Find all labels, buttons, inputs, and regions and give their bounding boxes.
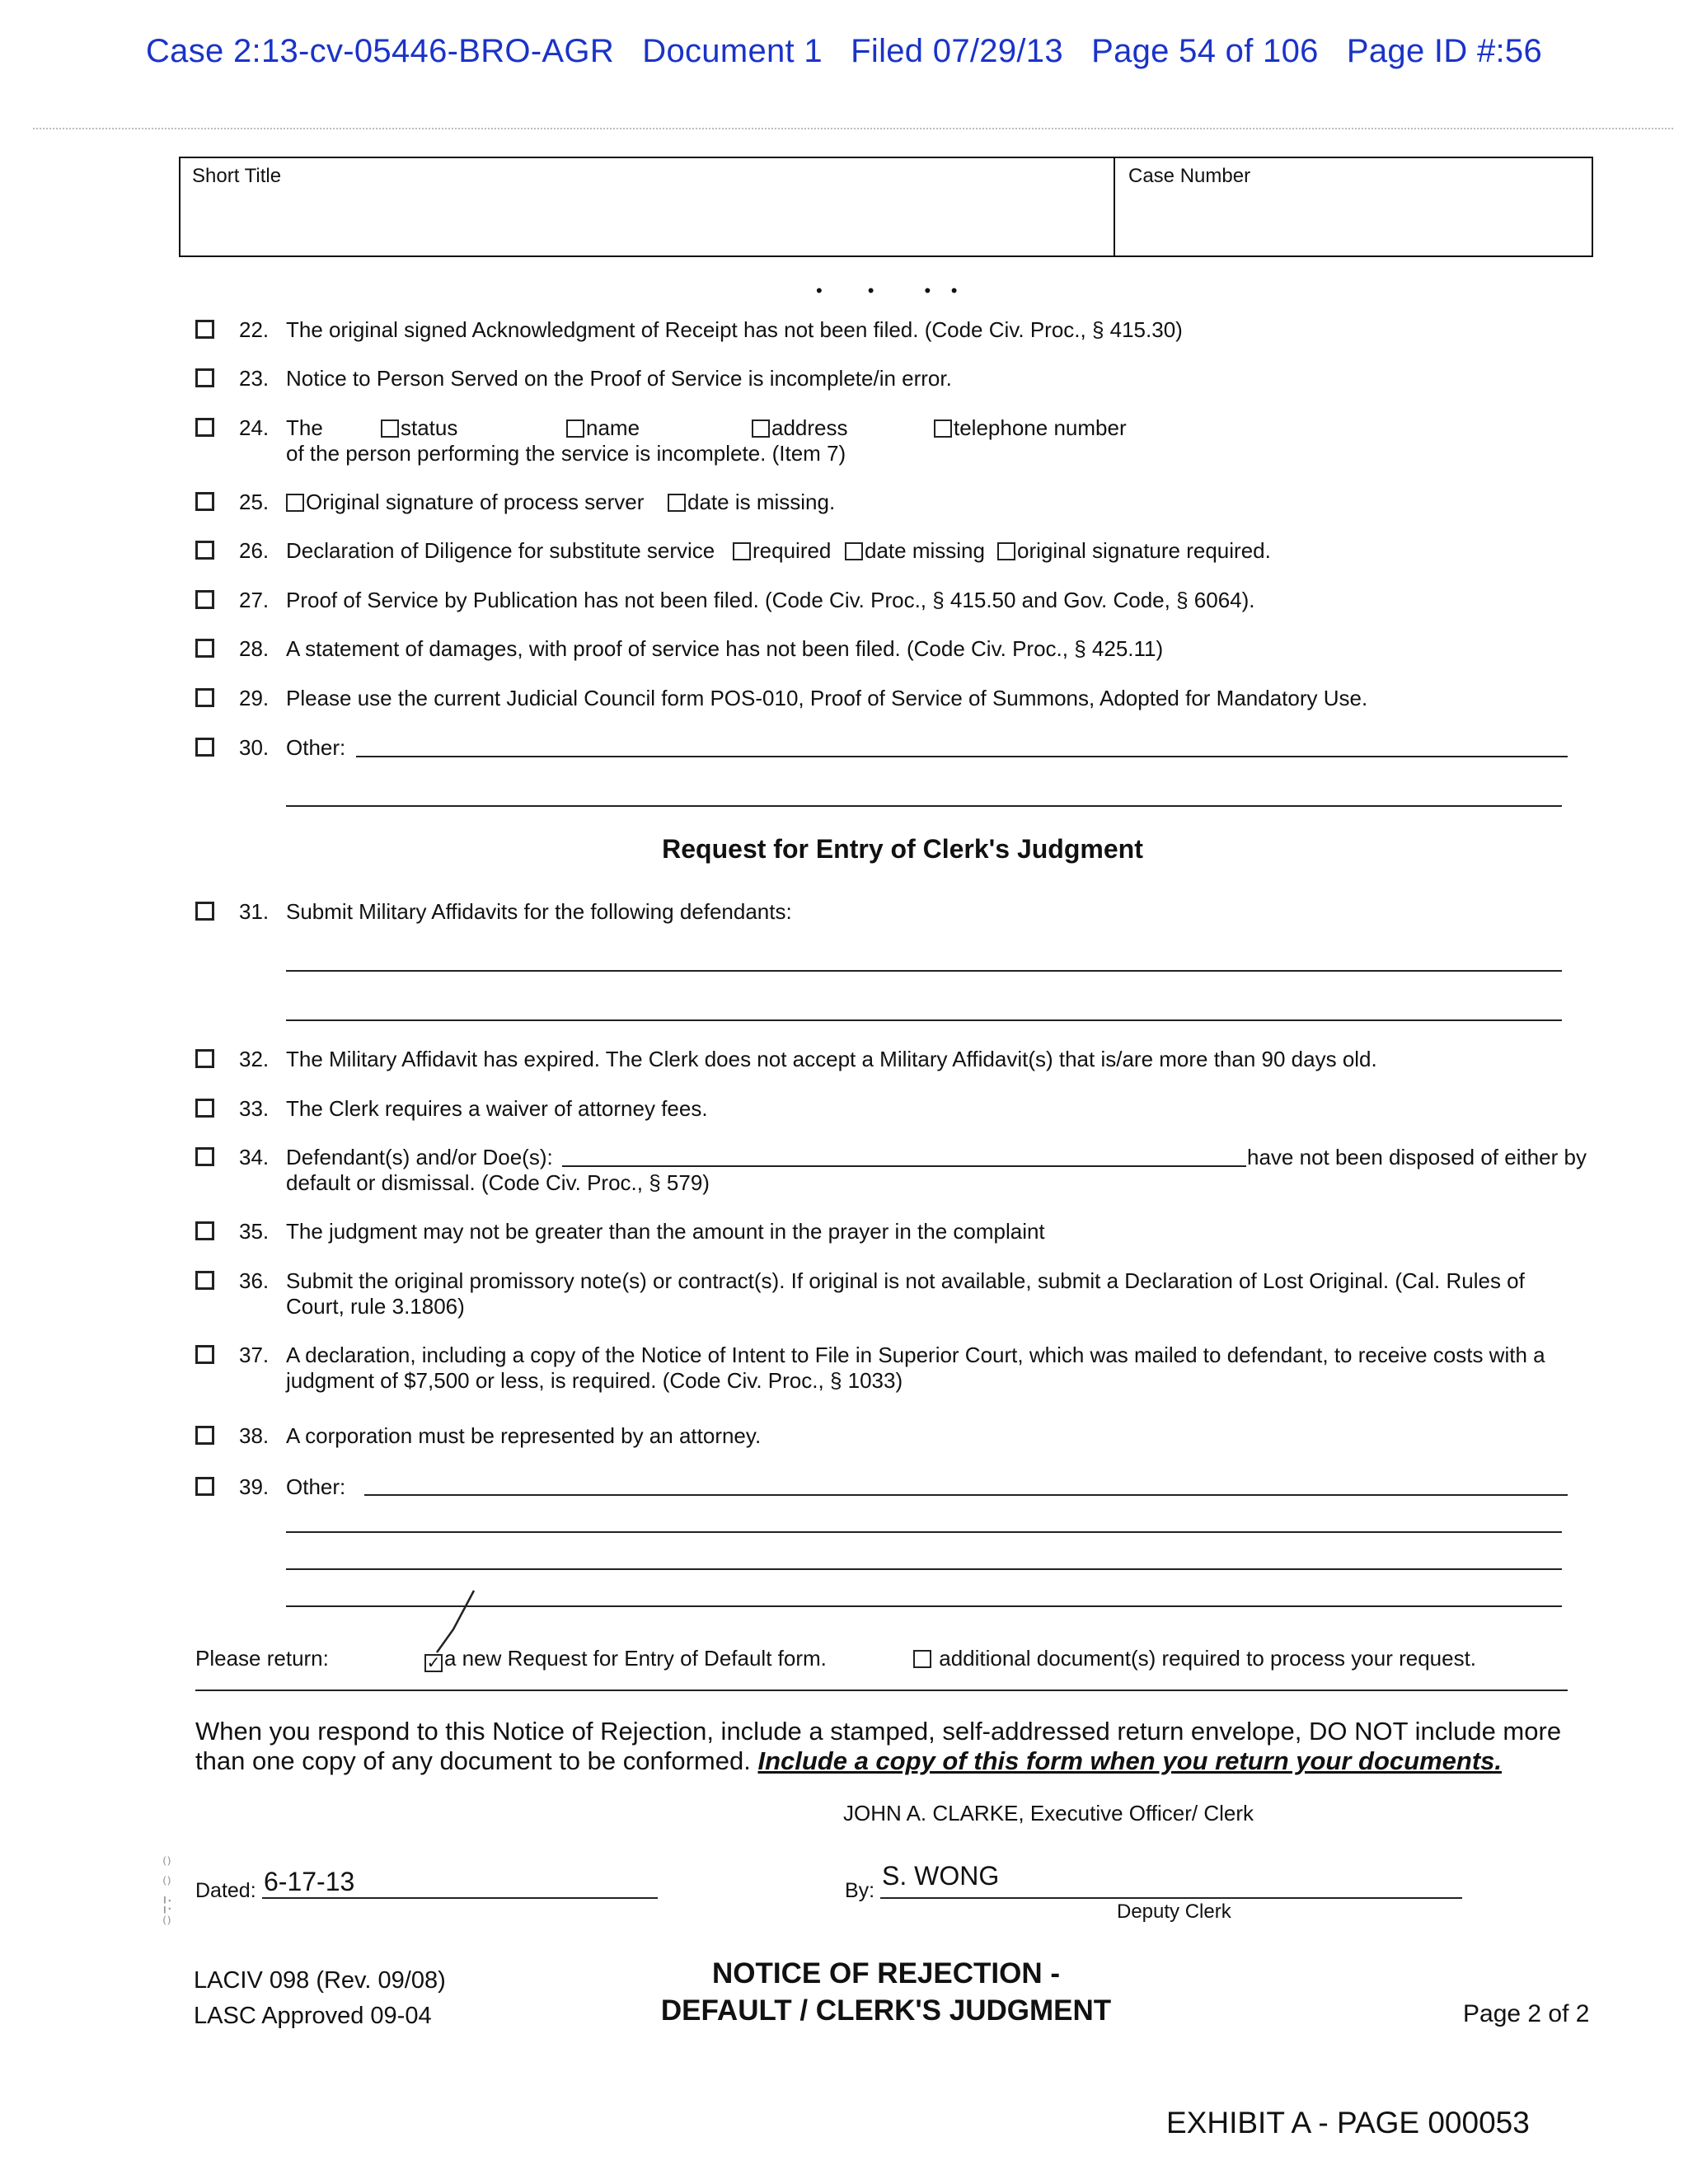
item-24-option-address[interactable]: address <box>752 415 848 441</box>
item-25-option-date[interactable]: date is missing. <box>668 490 835 515</box>
item-34-text-end: have not been disposed of either by <box>1247 1145 1587 1169</box>
checkbox-status[interactable] <box>381 419 399 438</box>
item-number: 24. <box>239 415 270 440</box>
item-number: 34. <box>239 1145 270 1169</box>
header-divider <box>33 128 1673 129</box>
item-23-text: Notice to Person Served on the Proof of Service is incomplete/in error. <box>286 366 952 391</box>
checkbox-additional-docs[interactable] <box>913 1650 931 1668</box>
item-number: 39. <box>239 1474 270 1499</box>
please-return-option-additional-docs[interactable]: additional document(s) required to process your request. <box>913 1646 1476 1671</box>
case-number-label: Case Number <box>1128 165 1251 187</box>
item-24-option-telephone[interactable]: telephone number <box>934 415 1127 441</box>
checkbox-item-31[interactable] <box>195 902 214 921</box>
item-22-text: The original signed Acknowledgment of Receipt has not been filed. (Code Civ. Proc., § 415.30) <box>286 317 1183 342</box>
item-33-text: The Clerk requires a waiver of attorney fees. <box>286 1096 708 1121</box>
title-box-divider <box>1114 158 1115 255</box>
item-24-text-cont: of the person performing the service is incomplete. (Item 7) <box>286 441 846 466</box>
item-number: 30. <box>239 735 270 760</box>
dated-value[interactable]: 6-17-13 <box>264 1867 355 1896</box>
item-number: 37. <box>239 1343 270 1367</box>
dated-label: Dated: <box>195 1879 256 1902</box>
checkbox-item-26[interactable] <box>195 541 214 560</box>
checkbox-item-28[interactable] <box>195 639 214 658</box>
exhibit-stamp: EXHIBIT A - PAGE 000053 <box>1166 2106 1530 2139</box>
checkbox-item-34[interactable] <box>195 1147 214 1166</box>
by-line <box>880 1897 1462 1899</box>
checkbox-item-37[interactable] <box>195 1345 214 1364</box>
notice-text: When you respond to this Notice of Rejection, include a stamped, self-addressed return envelope, DO NOT include more than one copy of any document to be conformed. <box>195 1717 1562 1775</box>
item-36-text-cont: Court, rule 3.1806) <box>286 1294 465 1319</box>
form-id: LACIV 098 (Rev. 09/08) <box>194 1967 446 1994</box>
deputy-clerk-label: Deputy Clerk <box>1117 1900 1231 1923</box>
by-label: By: <box>845 1879 875 1902</box>
item-26-option-required[interactable]: required <box>733 538 831 564</box>
checkbox-item-29[interactable] <box>195 688 214 707</box>
item-35-text: The judgment may not be greater than the amount in the prayer in the complaint <box>286 1219 1045 1244</box>
short-title-label: Short Title <box>192 165 282 187</box>
item-26-option-original-signature[interactable]: original signature required. <box>997 538 1271 564</box>
item-30-other-line-2[interactable] <box>286 805 1562 807</box>
item-32-text: The Military Affidavit has expired. The Clerk does not accept a Military Affidavit(s) that is/are more than 90 days old. <box>286 1047 1377 1071</box>
item-37-text-cont: judgment of $7,500 or less, is required. (Code Civ. Proc., § 1033) <box>286 1368 903 1393</box>
item-34-text: Defendant(s) and/or Doe(s): <box>286 1145 553 1169</box>
item-number: 32. <box>239 1047 270 1071</box>
checkbox-item-30[interactable] <box>195 738 214 757</box>
dated-line <box>262 1897 658 1899</box>
notice-emphasis: Include a copy of this form when you return your documents. <box>757 1746 1502 1775</box>
item-39-other-line-1[interactable] <box>364 1494 1568 1496</box>
checkbox-required[interactable] <box>733 542 751 560</box>
item-39-other-line-3[interactable] <box>286 1568 1562 1570</box>
checkbox-item-22[interactable] <box>195 320 214 339</box>
item-27-text: Proof of Service by Publication has not been filed. (Code Civ. Proc., § 415.50 and Gov. Code, § 6064). <box>286 588 1255 612</box>
item-28-text: A statement of damages, with proof of service has not been filed. (Code Civ. Proc., § 425.11) <box>286 636 1164 661</box>
item-36-text: Submit the original promissory note(s) or contract(s). If original is not available, submit a Declaration of Lost Original. (Cal. Rules of <box>286 1268 1525 1293</box>
item-number: 25. <box>239 490 270 514</box>
scan-dots: • • • • <box>816 280 958 301</box>
handwritten-check-mark-icon <box>429 1586 478 1661</box>
checkbox-name[interactable] <box>566 419 584 438</box>
checkbox-item-33[interactable] <box>195 1099 214 1118</box>
notice-paragraph <box>195 1717 1588 1776</box>
checkbox-item-36[interactable] <box>195 1271 214 1290</box>
item-24-option-status[interactable]: status <box>381 415 457 441</box>
checkbox-original-signature-required[interactable] <box>997 542 1015 560</box>
item-29-text: Please use the current Judicial Council form POS-010, Proof of Service of Summons, Adopted for Mandatory Use. <box>286 686 1368 710</box>
item-number: 28. <box>239 636 270 661</box>
case-header-stamp: Case 2:13-cv-05446-BRO-AGR Document 1 Filed 07/29/13 Page 54 of 106 Page ID #:56 <box>146 33 1542 69</box>
title-box <box>179 157 1593 257</box>
item-31-defendants-line-2[interactable] <box>286 1019 1562 1021</box>
item-number: 33. <box>239 1096 270 1121</box>
checkbox-item-35[interactable] <box>195 1221 214 1240</box>
checkbox-date[interactable] <box>668 494 686 512</box>
checkbox-original-signature[interactable] <box>286 494 304 512</box>
item-30-text: Other: <box>286 735 346 760</box>
item-number: 23. <box>239 366 270 391</box>
item-24-option-name[interactable]: name <box>566 415 640 441</box>
footer-title-line-1: NOTICE OF REJECTION - <box>712 1957 1060 1990</box>
executive-officer: JOHN A. CLARKE, Executive Officer/ Clerk <box>843 1801 1254 1825</box>
item-30-other-line[interactable] <box>356 756 1568 757</box>
item-number: 22. <box>239 317 270 342</box>
checkbox-item-24[interactable] <box>195 418 214 437</box>
by-value[interactable]: S. WONG <box>882 1861 1000 1891</box>
item-31-text: Submit Military Affidavits for the following defendants: <box>286 899 792 924</box>
form-approved: LASC Approved 09-04 <box>194 2003 432 2029</box>
item-34-text-cont: default or dismissal. (Code Civ. Proc., § 579) <box>286 1170 710 1195</box>
item-number: 26. <box>239 538 270 563</box>
checkbox-date-missing[interactable] <box>845 542 863 560</box>
checkbox-item-38[interactable] <box>195 1426 214 1445</box>
checkbox-item-32[interactable] <box>195 1049 214 1068</box>
footer-title-line-2: DEFAULT / CLERK'S JUDGMENT <box>660 1994 1112 2027</box>
item-number: 29. <box>239 686 270 710</box>
checkbox-item-25[interactable] <box>195 492 214 511</box>
checkbox-address[interactable] <box>752 419 770 438</box>
item-number: 35. <box>239 1219 270 1244</box>
section-heading: Request for Entry of Clerk's Judgment <box>662 834 1143 864</box>
please-return-option-new-request[interactable]: ✓ a new Request for Entry of Default form. <box>424 1646 827 1672</box>
item-31-defendants-line-1[interactable] <box>286 970 1562 972</box>
page-count: Page 2 of 2 <box>1463 2000 1590 2027</box>
please-return-label: Please return: <box>195 1646 329 1671</box>
item-37-text: A declaration, including a copy of the Notice of Intent to File in Superior Court, which was mailed to defendant, to receive costs with a <box>286 1343 1545 1367</box>
checkbox-item-27[interactable] <box>195 590 214 609</box>
item-39-text: Other: <box>286 1474 346 1499</box>
item-number: 36. <box>239 1268 270 1293</box>
checkbox-item-23[interactable] <box>195 368 214 387</box>
item-number: 27. <box>239 588 270 612</box>
item-26-option-date-missing[interactable]: date missing <box>845 538 985 564</box>
item-34-defendants-line[interactable] <box>562 1165 1246 1167</box>
checkbox-new-request-checked[interactable]: ✓ <box>424 1654 443 1672</box>
item-25-option-signature[interactable]: Original signature of process server <box>286 490 644 515</box>
margin-scan-marks: ⁽⁾ ⁽⁾ ¦: ⁽⁾ <box>162 1854 172 1933</box>
checkbox-item-39[interactable] <box>195 1477 214 1496</box>
item-26-text: Declaration of Diligence for substitute service <box>286 538 715 563</box>
checkbox-telephone[interactable] <box>934 419 952 438</box>
item-number: 31. <box>239 899 270 924</box>
item-24-text-start: The <box>286 415 323 440</box>
item-38-text: A corporation must be represented by an attorney. <box>286 1423 762 1448</box>
please-return-divider <box>195 1690 1568 1691</box>
item-number: 38. <box>239 1423 270 1448</box>
item-39-other-line-2[interactable] <box>286 1531 1562 1533</box>
